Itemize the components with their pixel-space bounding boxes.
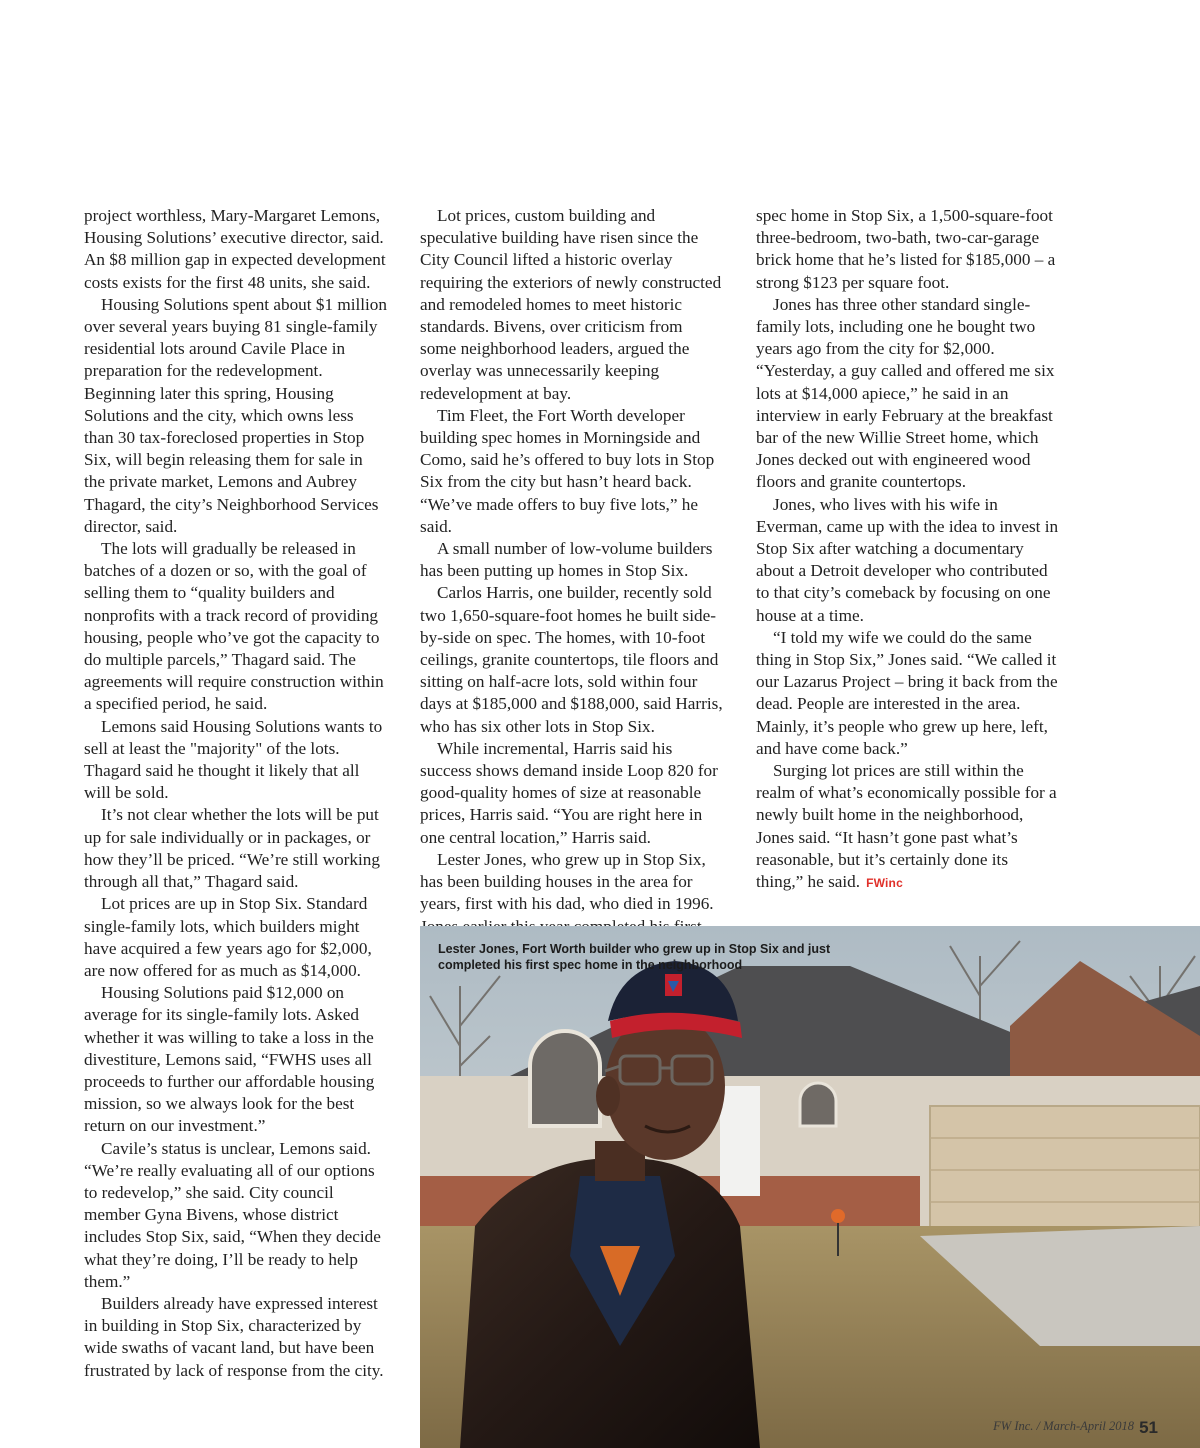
paragraph bbox=[756, 760, 1059, 894]
article-column-3 bbox=[756, 205, 1059, 894]
small-window bbox=[800, 1083, 836, 1126]
garage-door bbox=[930, 1106, 1200, 1236]
yard-sign bbox=[831, 1209, 845, 1223]
paragraph: A small number of low-volume builders has been putting up homes in Stop Six. bbox=[420, 539, 713, 581]
photo-illustration bbox=[420, 926, 1200, 1448]
feature-photo bbox=[420, 926, 1200, 1448]
paragraph-text: Surging lot prices are still within the realm of what’s economically possible for a newly built home in the neighborhood, Jones said. “It hasn’t gone past what’s reasonable, but it’s certainly done its thing,” he said. bbox=[756, 761, 1057, 892]
paragraph: Lemons said Housing Solutions wants to sell at least the "majority" of the lots. Thagard said he thought it likely that all will be sold. bbox=[84, 716, 383, 803]
paragraph: Lot prices, custom building and speculative building have risen since the City Council lifted a historic overlay requiring the exteriors of newly constructed and remodeled homes to meet historic standards. Bivens, over criticism from some neighborhood leaders, argued the overlay was unnecessarily keeping redevelopment at bay. bbox=[420, 206, 722, 403]
paragraph: project worthless, Mary-Margaret Lemons, Housing Solutions’ executive director, said. An $8 million gap in expected development costs exists for the first 48 units, she said. bbox=[84, 206, 386, 292]
paragraph: “I told my wife we could do the same thing in Stop Six,” Jones said. “We called it our Lazarus Project – bring it back from the dead. People are interested in the area. Mainly, it’s people who grew up here, left, and have come back.” bbox=[756, 627, 1058, 758]
paragraph: Carlos Harris, one builder, recently sold two 1,650-square-foot homes he built side-by-side on spec. The homes, with 10-foot ceilings, granite countertops, tile floors and sitting on half-acre lots, sold within four days at $185,000 and $188,000, said Harris, who has six other lots in Stop Six. bbox=[420, 583, 723, 736]
paragraph: It’s not clear whether the lots will be put up for sale individually or in packages, or how they’ll be priced. “We’re still working through all that,” Thagard said. bbox=[84, 805, 380, 892]
arched-window bbox=[530, 1031, 600, 1126]
front-door bbox=[720, 1086, 760, 1196]
paragraph: Jones has three other standard single-family lots, including one he bought two years ago from the city for $2,000. “Yesterday, a guy called and offered me six lots at $14,000 apiece,” he said in an interview in early February at the breakfast bar of the new Willie Street home, which Jones decked out with engineered wood floors and granite countertops. bbox=[756, 294, 1055, 492]
paragraph: Builders already have expressed interest in building in Stop Six, characterized by wide swaths of vacant land, but have been frustrated by lack of response from the city. bbox=[84, 1293, 384, 1380]
paragraph: The lots will gradually be released in batches of a dozen or so, with the goal of selling them to “quality builders and nonprofits with a track record of providing housing, people who’ve got the capacity to do multiple parcels,” Thagard said. The agreements will require construction within a specified period, he said. bbox=[84, 539, 384, 714]
folio: FW Inc. / March-April 2018 bbox=[993, 1419, 1134, 1433]
photo-caption: Lester Jones, Fort Worth builder who grew up in Stop Six and just completed his first spec home in the neighborhood bbox=[438, 942, 831, 972]
page-number: 51 bbox=[1139, 1418, 1158, 1437]
paragraph: Lot prices are up in Stop Six. Standard single-family lots, which builders might have acquired a few years ago for $2,000, are now offered for as much as $14,000. bbox=[84, 894, 372, 980]
paragraph: Lester Jones, who grew up in Stop Six, has been building houses in the area for years, first with his dad, who died in 1996. bbox=[420, 849, 714, 914]
paragraph: Cavile’s status is unclear, Lemons said. “We’re really evaluating all of our options to redevelop,” she said. City council member Gyna Bivens, whose district includes Stop Six, said, “When they decide what they’re doing, I’ll be ready to help them.” bbox=[84, 1138, 381, 1291]
article-column-1 bbox=[84, 205, 387, 1382]
signoff-mark: FWinc bbox=[866, 876, 903, 891]
paragraph: Housing Solutions paid $12,000 on average for its single-family lots. Asked whether it was willing to take a loss in the divestiture, Lemons said, “FWHS uses all proceeds to further our affordable housing mission, so we always look for the best return on our investment.” bbox=[84, 983, 375, 1136]
paragraph: Jones, who lives with his wife in Everman, came up with the idea to invest in Stop Six after watching a documentary about a Detroit developer who contributed to that city’s comeback by focusing on one house at a time. bbox=[756, 494, 1059, 625]
ear bbox=[596, 1076, 620, 1116]
article-column-2 bbox=[420, 205, 723, 938]
paragraph: While incremental, Harris said his success shows demand inside Loop 820 for good-quality homes of size at reasonable prices, Harris said. “You are right here in one central location,” Harris said. bbox=[420, 738, 718, 847]
paragraph: Housing Solutions spent about $1 million over several years buying 81 single-family residential lots around Cavile Place in preparation for the redevelopment. Beginning later this spring, Housing Solutions and the city, which owns less than 30 tax-foreclosed properties in Stop Six, will begin releasing them for sale in the private market, Lemons and Aubrey Thagard, the city’s Neighborhood Services director, said. bbox=[84, 294, 387, 536]
paragraph: Tim Fleet, the Fort Worth developer building spec homes in Morningside and Como, said he’s offered to buy lots in Stop Six from the city but hasn’t heard back. “We’ve made offers to buy five lots,” he said. bbox=[420, 405, 715, 536]
paragraph: spec home in Stop Six, a 1,500-square-foot three-bedroom, two-bath, two-car-garage brick home that he’s listed for $185,000 – a strong $123 per square foot. bbox=[756, 206, 1056, 292]
